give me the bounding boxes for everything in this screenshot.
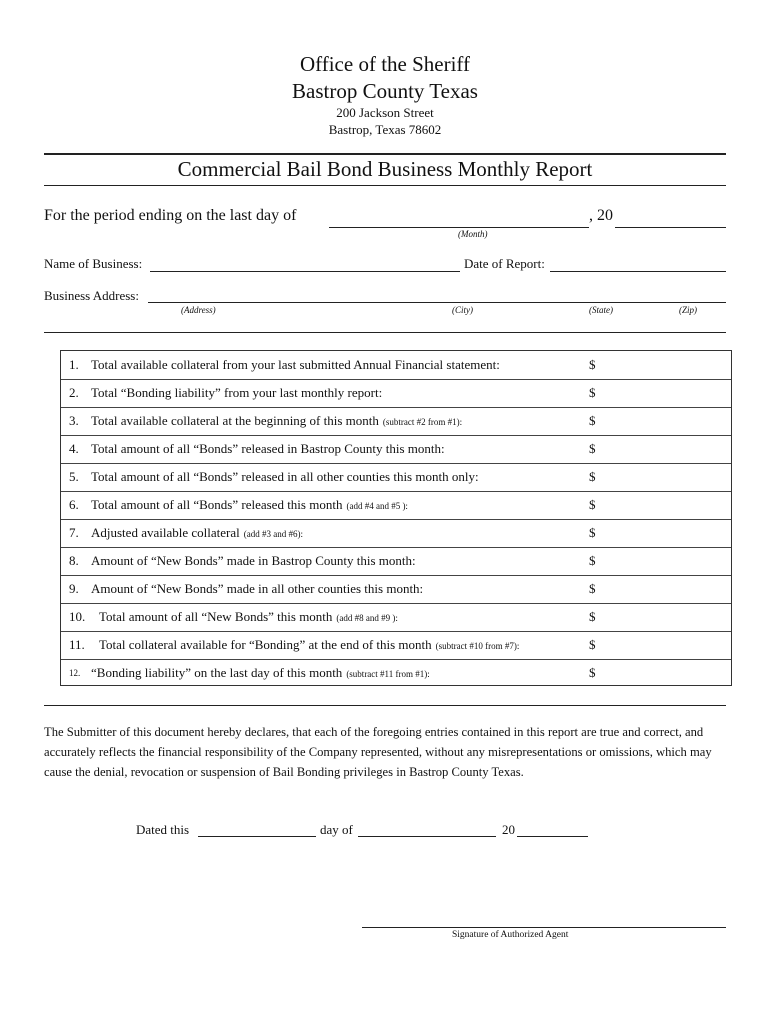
row-label: Adjusted available collateral (add #3 and #6): (91, 525, 303, 540)
section-rule (44, 332, 726, 333)
row-number: 4. (69, 441, 79, 456)
street-address: 200 Jackson Street (336, 105, 434, 120)
row-label: “Bonding liability” on the last day of this month (subtract #11 from #1): (91, 665, 430, 680)
row-label: Total available collateral at the beginning of this month (subtract #2 from #1): (91, 413, 463, 428)
zip-hint: (Zip) (679, 305, 697, 315)
table-row (61, 575, 731, 604)
row-number: 11. (69, 637, 85, 652)
table-row (61, 603, 731, 632)
row-number: 1. (69, 357, 79, 372)
day-of-label: day of (320, 822, 353, 837)
dated-day-field[interactable] (198, 836, 316, 837)
row-amount-field[interactable]: $ (589, 357, 596, 372)
table-row (61, 519, 731, 548)
county-title: Bastrop County Texas (292, 79, 478, 103)
state-hint: (State) (589, 305, 613, 315)
dated-this-label: Dated this (136, 822, 190, 837)
row-label: Total amount of all “Bonds” released this month (add #4 and #5 ): (91, 497, 408, 512)
business-address-label: Business Address: (44, 288, 139, 303)
row-amount-field[interactable]: $ (589, 525, 596, 540)
table-row (61, 351, 731, 380)
address-hint: (Address) (181, 305, 216, 315)
report-title: Commercial Bail Bond Business Monthly Report (177, 157, 593, 181)
table-row (61, 407, 731, 436)
month-hint: (Month) (458, 229, 488, 239)
office-title: Office of the Sheriff (299, 52, 471, 76)
row-number: 6. (69, 497, 79, 512)
row-label: Total “Bonding liability” from your last monthly report: (91, 385, 383, 400)
row-amount-field[interactable]: $ (589, 637, 596, 652)
declaration-text: The Submitter of this document hereby declares, that each of the foregoing entries contained in this report are true and correct, and accurately reflects the financial responsibility of the Company represented, without any misrepresentations or omissions, which may cause the denial, revocation or suspension of Bail Bonding privileges in Bastrop County Texas. (44, 725, 712, 779)
row-amount-field[interactable]: $ (589, 469, 596, 484)
period-year-prefix: , 20 (589, 207, 613, 224)
row-label: Total collateral available for “Bonding” at the end of this month (subtract #10 from #7): (99, 637, 520, 652)
table-row (61, 463, 731, 492)
row-number: 7. (69, 525, 79, 540)
table-row (61, 491, 731, 520)
period-month-field[interactable] (329, 227, 589, 228)
row-amount-field[interactable]: $ (589, 413, 596, 428)
dated-year-prefix: 20 (502, 822, 515, 837)
row-number: 8. (69, 553, 79, 568)
row-label: Amount of “New Bonds” made in all other counties this month: (91, 581, 424, 596)
business-name-label: Name of Business: (44, 256, 143, 271)
row-number: 10. (69, 609, 86, 624)
row-label: Total amount of all “New Bonds” this month (add #8 and #9 ): (99, 609, 398, 624)
report-table (60, 350, 732, 686)
date-of-report-label: Date of Report: (464, 256, 545, 271)
row-label: Amount of “New Bonds” made in Bastrop County this month: (91, 553, 416, 568)
row-label: Total available collateral from your last submitted Annual Financial statement: (91, 357, 500, 372)
date-of-report-field[interactable] (550, 271, 726, 272)
row-amount-field[interactable]: $ (589, 497, 596, 512)
table-row (61, 547, 731, 576)
row-amount-field[interactable]: $ (589, 609, 596, 624)
dated-month-field[interactable] (358, 836, 496, 837)
row-label: Total amount of all “Bonds” released in all other counties this month only: (91, 469, 479, 484)
title-rule-top (44, 153, 726, 155)
row-amount-field[interactable]: $ (589, 665, 596, 680)
row-number: 5. (69, 469, 79, 484)
declaration-rule (44, 705, 726, 706)
row-amount-field[interactable]: $ (589, 385, 596, 400)
row-amount-field[interactable]: $ (589, 581, 596, 596)
table-row (61, 631, 731, 660)
table-row (61, 379, 731, 408)
city-line: Bastrop, Texas 78602 (328, 122, 442, 137)
table-row (61, 435, 731, 464)
row-amount-field[interactable]: $ (589, 441, 596, 456)
period-label: For the period ending on the last day of (44, 207, 297, 224)
signature-line[interactable] (362, 927, 726, 928)
row-number: 12. (69, 668, 81, 678)
dated-year-field[interactable] (517, 836, 588, 837)
row-number: 2. (69, 385, 79, 400)
table-row (61, 659, 731, 687)
business-name-field[interactable] (150, 271, 460, 272)
business-address-field[interactable] (148, 302, 726, 303)
title-rule-bottom (44, 185, 726, 186)
period-year-field[interactable] (615, 227, 726, 228)
signature-label: Signature of Authorized Agent (452, 930, 569, 940)
city-hint: (City) (452, 305, 473, 315)
row-number: 3. (69, 413, 79, 428)
row-number: 9. (69, 581, 79, 596)
row-amount-field[interactable]: $ (589, 553, 596, 568)
row-label: Total amount of all “Bonds” released in Bastrop County this month: (91, 441, 445, 456)
